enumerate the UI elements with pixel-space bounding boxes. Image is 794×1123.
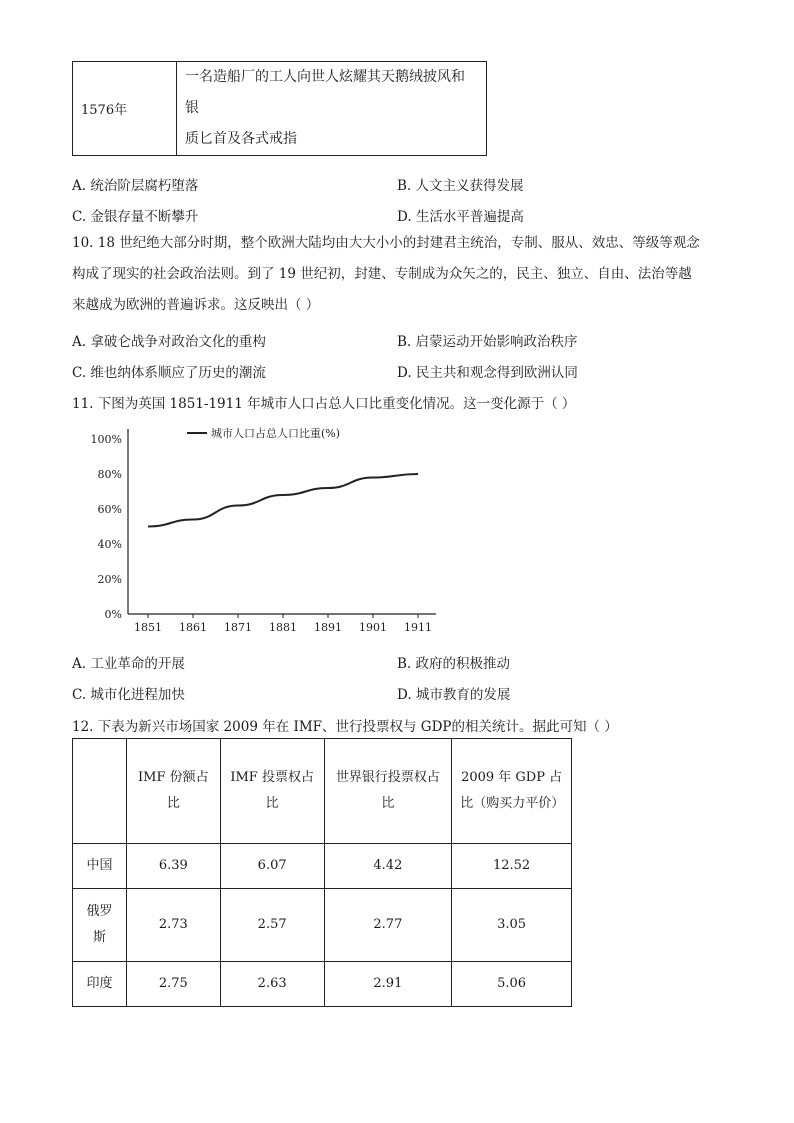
q9-option-a[interactable]: A. 统治阶层腐朽堕落 xyxy=(72,178,199,194)
country-cell: 俄罗斯 xyxy=(73,889,127,962)
imf-vote-table xyxy=(72,738,572,1007)
event-year: 1576年 xyxy=(73,62,177,156)
y-tick-label: 100% xyxy=(90,433,122,446)
q10-option-a[interactable]: A. 拿破仑战争对政治文化的重构 xyxy=(72,334,266,350)
y-tick-label: 60% xyxy=(97,503,122,516)
q9-option-c[interactable]: C. 金银存量不断攀升 xyxy=(72,209,199,225)
q11-option-a[interactable]: A. 工业革命的开展 xyxy=(72,656,185,672)
header-cell xyxy=(73,739,127,844)
value-cell: 2.63 xyxy=(220,962,324,1007)
value-cell: 2.73 xyxy=(126,889,220,962)
q10-option-c[interactable]: C. 维也纳体系顺应了历史的潮流 xyxy=(72,365,266,381)
value-cell: 2.57 xyxy=(220,889,324,962)
legend-label: 城市人口占总人口比重(%) xyxy=(211,427,341,440)
x-tick-label: 1851 xyxy=(134,621,162,634)
event-description-line2: 质匕首及各式戒指 xyxy=(185,131,297,147)
q9-option-b[interactable]: B. 人文主义获得发展 xyxy=(397,178,524,194)
event-table xyxy=(72,61,487,156)
value-cell: 2.77 xyxy=(324,889,452,962)
value-cell: 6.07 xyxy=(220,844,324,889)
chart-series xyxy=(148,474,418,527)
x-tick-label: 1881 xyxy=(269,621,297,634)
y-tick-label: 20% xyxy=(97,573,122,586)
header-cell: IMF 份额占比 xyxy=(126,739,220,844)
q10-stem xyxy=(72,228,722,321)
table-row xyxy=(73,889,572,962)
header-cell: IMF 投票权占比 xyxy=(220,739,324,844)
q11-stem: 11. 下图为英国 1851-1911 年城市人口占总人口比重变化情况。这一变化源于（ ） xyxy=(72,396,576,412)
value-cell: 6.39 xyxy=(126,844,220,889)
table-row xyxy=(73,962,572,1007)
y-tick-label: 80% xyxy=(97,468,122,481)
chart-ticks xyxy=(91,433,432,634)
x-tick-label: 1861 xyxy=(179,621,207,634)
q10-stem-line1: 10. 18 世纪绝大部分时期，整个欧洲大陆均由大大小小的封建君主统治，专制、服从、效忠、等级等观念 xyxy=(72,235,700,251)
q10-option-b[interactable]: B. 启蒙运动开始影响政治秩序 xyxy=(397,334,578,350)
q11-option-c[interactable]: C. 城市化进程加快 xyxy=(72,687,185,703)
urban-population-chart xyxy=(84,425,444,640)
table-header-row xyxy=(73,739,572,844)
y-tick-label: 0% xyxy=(104,608,122,621)
value-cell: 3.05 xyxy=(452,889,572,962)
x-tick-label: 1871 xyxy=(224,621,252,634)
q10-option-d[interactable]: D. 民主共和观念得到欧洲认同 xyxy=(397,365,578,381)
x-tick-label: 1911 xyxy=(404,621,432,634)
q11-option-b[interactable]: B. 政府的积极推动 xyxy=(397,656,511,672)
event-description xyxy=(177,62,487,156)
q10-stem-line3: 来越成为欧洲的普遍诉求。这反映出（ ） xyxy=(72,297,320,313)
y-tick-label: 40% xyxy=(97,538,122,551)
header-cell: 世界银行投票权占比 xyxy=(324,739,452,844)
chart-legend xyxy=(187,426,340,440)
country-cell: 中国 xyxy=(73,844,127,889)
q12-stem: 12. 下表为新兴市场国家 2009 年在 IMF、世行投票权与 GDP的相关统计。据此可知（ ） xyxy=(72,719,618,735)
table-row xyxy=(73,844,572,889)
value-cell: 2.91 xyxy=(324,962,452,1007)
value-cell: 12.52 xyxy=(452,844,572,889)
value-cell: 5.06 xyxy=(452,962,572,1007)
x-tick-label: 1891 xyxy=(314,621,342,634)
q9-option-d[interactable]: D. 生活水平普遍提高 xyxy=(397,209,524,225)
series-line-urban-population xyxy=(148,474,418,527)
value-cell: 4.42 xyxy=(324,844,452,889)
x-tick-label: 1901 xyxy=(359,621,387,634)
q10-stem-line2: 构成了现实的社会政治法则。到了 19 世纪初，封建、专制成为众矢之的，民主、独立、自由、法治等越 xyxy=(72,266,692,282)
value-cell: 2.75 xyxy=(126,962,220,1007)
header-cell: 2009 年 GDP 占比（购买力平价） xyxy=(452,739,572,844)
event-description-line1: 一名造船厂的工人向世人炫耀其天鹅绒披风和银 xyxy=(185,69,465,116)
q11-option-d[interactable]: D. 城市教育的发展 xyxy=(397,687,511,703)
country-cell: 印度 xyxy=(73,962,127,1007)
